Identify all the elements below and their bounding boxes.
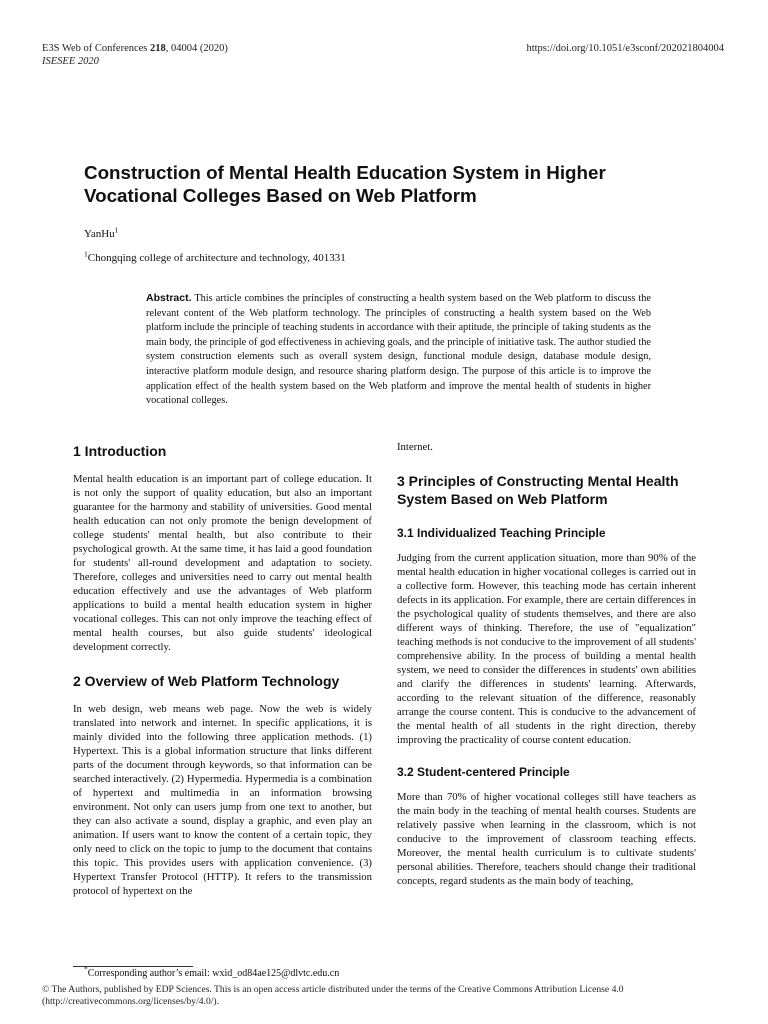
student-centered-paragraph: More than 70% of higher vocational colleges still have teachers as the main body in the teaching of mental health courses. Students are relatively passive when learning in the classroom, which is not conducive to the improvement of classroom teaching effects. Moreover, the mental health curriculum is to cultivate students' personal abilities. Therefore, teachers should change their traditional concepts, regard students as the main body of teaching, bbox=[397, 791, 696, 887]
overview-paragraph-continued: Internet. bbox=[397, 441, 433, 453]
doi-link[interactable]: https://doi.org/10.1051/e3sconf/202021804004 bbox=[526, 43, 724, 54]
abstract-label: Abstract. bbox=[146, 292, 192, 304]
abstract bbox=[146, 291, 651, 409]
corresponding-author-footnote bbox=[84, 964, 340, 980]
affiliation-mark: 1 bbox=[84, 249, 88, 259]
overview-paragraph: In web design, web means web page. Now the web is widely translated into network and internet. In specific applications, it is mainly divided into the following three application methods. (1) Hypertext. This is a global information structure that links different parts of the document through keywords, so that information can be searched interactively. (2) Hypermedia. Hypermedia is a combination of hypertext and multimedia in an information browsing environment. Not only can users jump from one text to another, but they can also activate a sound, display a graphic, and even play an animation. If users want to know the content of a certain topic, they only need to click on the topic to jump to the document that contains this topic. This provides users with application convenience. (3) Hypertext Transfer Protocol (HTTP). It refers to the transmission protocol of hypertext on the bbox=[73, 703, 372, 897]
subsection-heading-individualized-teaching: 3.1 Individualized Teaching Principle bbox=[397, 526, 606, 540]
individualized-teaching-paragraph: Judging from the current application situation, more than 90% of the mental health education in higher vocational colleges is carried out in a collective form. However, this teaching mode has certain inherent defects in its application. For example, there are certain differences in the psychological quality of students themselves, and there are also different ways of thinking. Therefore, the use of "equalization" teaching methods is not conducive to the improvement of all students' comprehensive ability. In the process of building a mental health system, we need to consider the differences in students' own abilities and clarify the differences in students' learning. Afterwards, according to the relevant situation of the difference, reasonably arrange the course content. This is conducive to the advancement of the mental health of all students in the right direction, thereby improving the practicality of course content education. bbox=[397, 552, 696, 746]
journal-name: E3S Web of Conferences bbox=[42, 43, 151, 54]
introduction-paragraph: Mental health education is an important part of college education. It is not only the support of quality education, but also an important guarantee for the harmony and stability of universities. Good mental health education can not only promote the benign development of college students' mental health, but also contribute to their psychological growth. At the same time, it has laid a good foundation for students' all-round development and adaptation to society. Therefore, colleges and universities need to carry out mental health education effectively and use the advantages of Web platform applications to build a mental health education system in higher vocational colleges. This can not only improve the teaching effect of mental health courses, but also guide students' ideological development correctly. bbox=[73, 473, 372, 653]
left-column bbox=[73, 440, 372, 898]
footnote-text: Corresponding author’s email: wxid_od84ae125@dlvtc.edu.cn bbox=[87, 968, 340, 979]
journal-volume: 218 bbox=[150, 43, 166, 54]
footnote-mark: * bbox=[84, 964, 88, 974]
section-heading-web-platform-overview: 2 Overview of Web Platform Technology bbox=[73, 673, 340, 689]
journal-citation bbox=[42, 42, 228, 55]
conference-name: ISESEE 2020 bbox=[42, 56, 99, 67]
license-notice: © The Authors, published by EDP Sciences. This is an open access article distributed under the terms of the Creative Commons Attribution License 4.0 (http://creativecommons.org/licenses/by/4.0/). bbox=[42, 984, 624, 1007]
paper-title: Construction of Mental Health Education System in Higher Vocational Colleges Based on Web Platform bbox=[84, 162, 606, 206]
author-name: YanHu bbox=[84, 228, 115, 240]
article-number: , 04004 (2020) bbox=[165, 43, 228, 54]
footnote-divider bbox=[73, 966, 193, 967]
author-line bbox=[84, 225, 119, 240]
right-column bbox=[397, 440, 696, 888]
section-heading-introduction: 1 Introduction bbox=[73, 443, 167, 459]
running-header bbox=[42, 42, 228, 68]
section-heading-principles: 3 Principles of Constructing Mental Health System Based on Web Platform bbox=[397, 473, 679, 507]
affiliation-text: Chongqing college of architecture and technology, 401331 bbox=[87, 252, 346, 264]
abstract-text: This article combines the principles of constructing a health system based on the Web platform to discuss the relevant content of the Web platform technology. The principles of constructing a health system based on the Web platform include the principle of teaching students in accordance with their aptitude, the principle of taking students as the main body, the principle of god effectiveness in achieving goals, and the principle of initiative task. The author studied the system construction elements such as overall system design, functional module design, database module design, interactive platform module design, and resource sharing platform design. The purpose of this article is to improve the application effect of the health system based on the Web platform and improve the mental health of students in higher vocational colleges. bbox=[146, 293, 651, 407]
affiliation-line bbox=[84, 249, 346, 264]
subsection-heading-student-centered: 3.2 Student-centered Principle bbox=[397, 765, 570, 779]
author-affiliation-mark: 1 bbox=[114, 225, 119, 235]
